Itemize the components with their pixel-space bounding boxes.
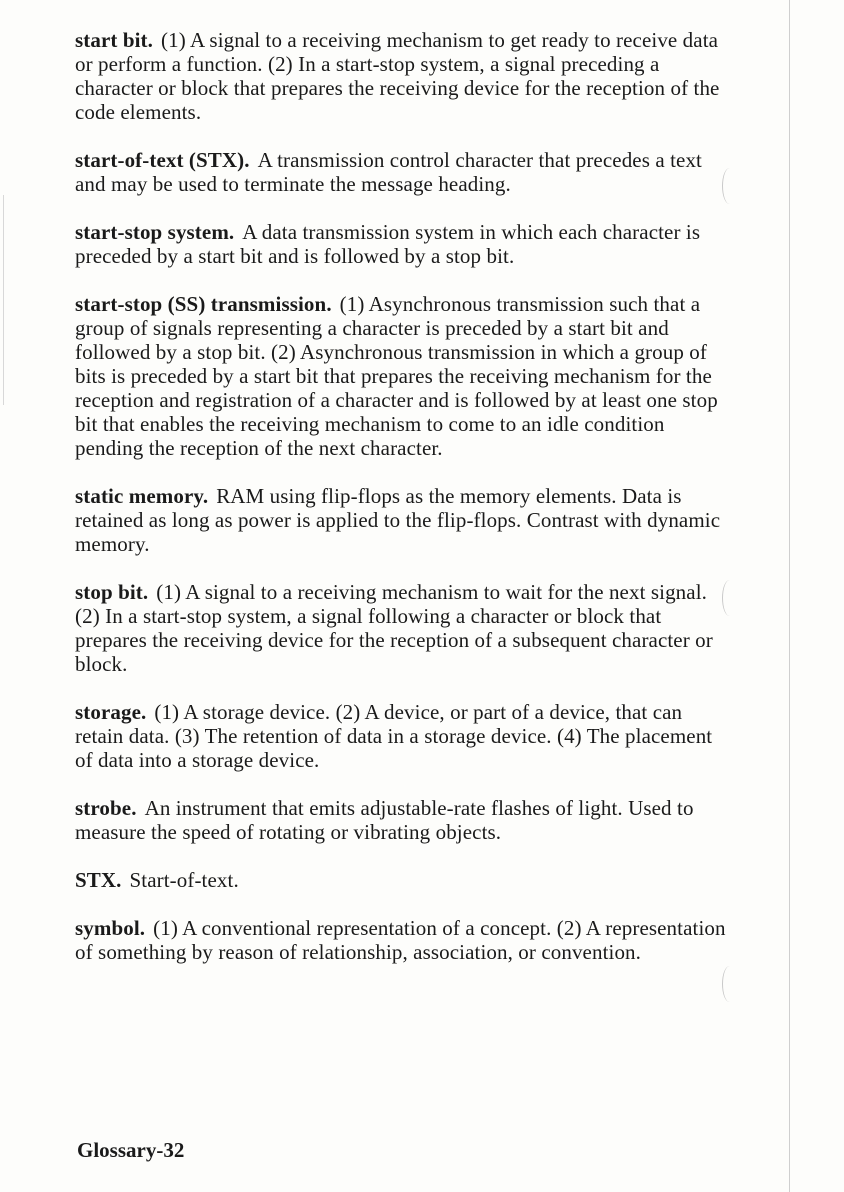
glossary-entry-start-stop-system [75, 220, 735, 268]
glossary-term: symbol. [75, 916, 146, 940]
glossary-entry-start-stop-transmission [75, 292, 735, 460]
glossary-definition: A data transmission system in which each character is preceded by a start bit and is followed by a stop bit. [75, 220, 701, 268]
glossary-term: static memory. [75, 484, 209, 508]
glossary-entry-stop-bit [75, 580, 735, 676]
glossary-entry-strobe [75, 796, 735, 844]
glossary-term: start-of-text (STX). [75, 148, 250, 172]
glossary-term: STX. [75, 868, 122, 892]
glossary-entry-start-of-text [75, 148, 735, 196]
glossary-definition: (1) A signal to a receiving mechanism to get ready to receive data or perform a function. (2) In a start-stop system, a signal preceding a character or block that prepares the receiving device for the reception of the code elements. [75, 28, 720, 124]
glossary-definition: (1) A storage device. (2) A device, or part of a device, that can retain data. (3) The retention of data in a storage device. (4) The placement of data into a storage device. [75, 700, 713, 772]
glossary-definition: (1) Asynchronous transmission such that a group of signals representing a character is preceded by a start bit and followed by a stop bit. (2) Asynchronous transmission in which a group of bits is preceded by a start bit that prepares the receiving mechanism for the reception and registration of a character and is followed by at least one stop bit that enables the receiving mechanism to come to an idle condition pending the reception of the next character. [75, 292, 718, 460]
glossary-entry-storage [75, 700, 735, 772]
glossary-entry-symbol [75, 916, 735, 964]
page-edge-line [789, 0, 790, 1192]
glossary-term: start-stop system. [75, 220, 235, 244]
glossary-definition: Start-of-text. [129, 868, 239, 892]
glossary-entry-start-bit [75, 28, 735, 124]
glossary-term: strobe. [75, 796, 137, 820]
glossary-definition: A transmission control character that precedes a text and may be used to terminate the message heading. [75, 148, 702, 196]
glossary-entry-stx [75, 868, 735, 892]
glossary-definition: (1) A signal to a receiving mechanism to wait for the next signal. (2) In a start-stop system, a signal following a character or block that prepares the receiving device for the reception of a subsequent character or block. [75, 580, 713, 676]
glossary-definition: RAM using flip-flops as the memory elements. Data is retained as long as power is applied to the flip-flops. Contrast with dynamic memory. [75, 484, 721, 556]
glossary-term: start-stop (SS) transmission. [75, 292, 332, 316]
glossary-definition: (1) A conventional representation of a concept. (2) A representation of something by reason of relationship, association, or convention. [75, 916, 726, 964]
glossary-term: start bit. [75, 28, 153, 52]
glossary-term: storage. [75, 700, 147, 724]
glossary-entry-static-memory [75, 484, 735, 556]
glossary-term: stop bit. [75, 580, 149, 604]
page-number-label: Glossary-32 [77, 1138, 185, 1162]
scan-margin-mark [3, 195, 4, 405]
glossary-page [75, 28, 735, 988]
glossary-definition: An instrument that emits adjustable-rate flashes of light. Used to measure the speed of rotating or vibrating objects. [75, 796, 694, 844]
